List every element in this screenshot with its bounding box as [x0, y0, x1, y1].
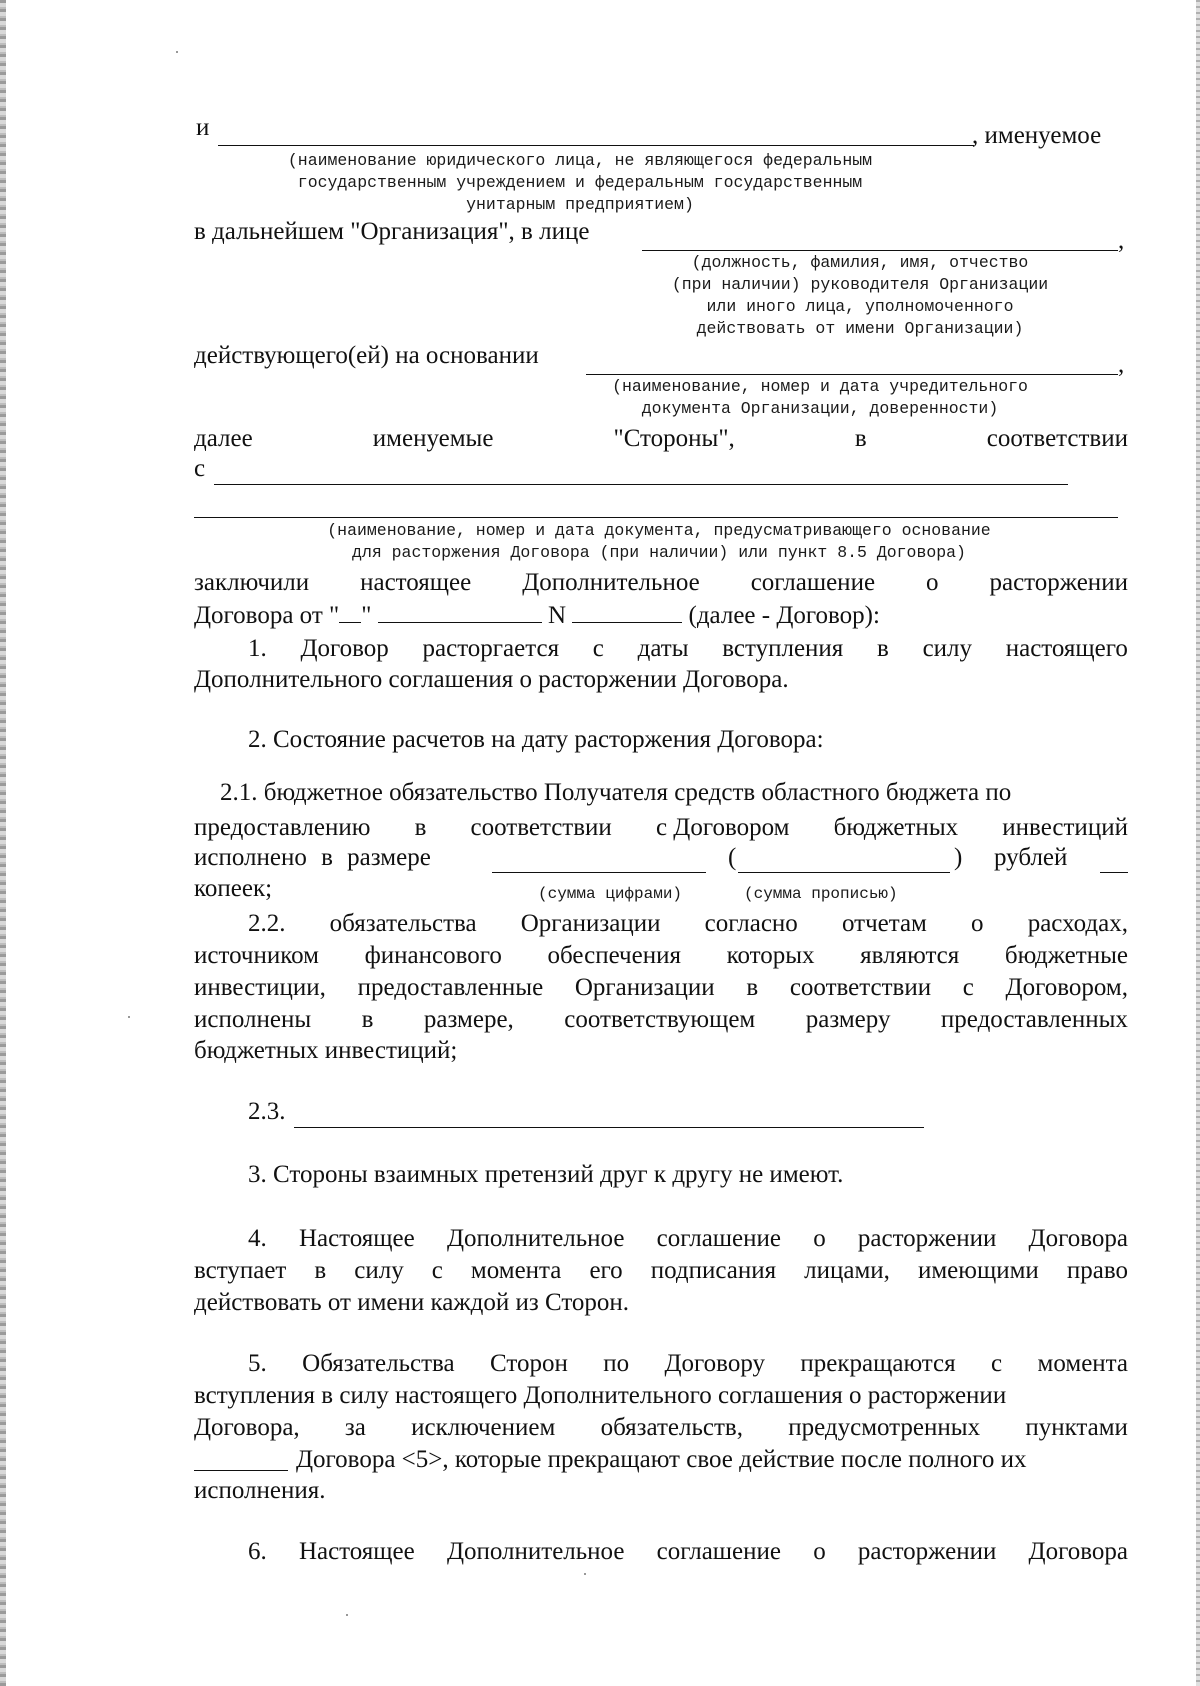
word: соответствии: [470, 814, 612, 841]
word: бюджетных: [833, 814, 959, 841]
word: 5.: [248, 1350, 267, 1377]
word: Договора: [1028, 1538, 1128, 1565]
sum-digits-caption: (сумма цифрами): [538, 885, 683, 903]
word: финансового: [364, 942, 502, 969]
word: инвестиций: [1002, 814, 1128, 841]
word: настоящее: [360, 569, 472, 596]
caption-line: (должность, фамилия, имя, отчество: [691, 253, 1029, 272]
word: расторжении: [857, 1538, 997, 1565]
p5-line-5: исполнения.: [194, 1477, 326, 1504]
word: Договором,: [1005, 974, 1128, 1001]
p22-line-3: [194, 973, 1128, 1003]
caption-line: документа Организации, доверенности): [641, 399, 999, 418]
word: являются: [860, 942, 960, 969]
number-blank: [572, 600, 682, 623]
rubles-label: рублей: [994, 844, 1068, 871]
s-label: с: [194, 455, 206, 482]
date-blank: [378, 600, 542, 623]
p2-text: 2. Состояние расчетов на дату расторжения Договора:: [248, 726, 824, 753]
word: заключили: [194, 569, 310, 596]
word: в: [746, 974, 759, 1001]
p5-line-2: вступления в силу настоящего Дополнительного соглашения о расторжении: [194, 1382, 1007, 1409]
p5-line-3: [194, 1413, 1128, 1443]
word: источником: [194, 942, 319, 969]
caption-line: или иного лица, уполномоченного: [706, 297, 1014, 316]
sum-words-caption: (сумма прописью): [744, 885, 898, 903]
basis-caption: [194, 520, 1124, 564]
word: в: [414, 814, 427, 841]
basis-doc-blank: [586, 374, 1118, 375]
word: соответствующем: [564, 1006, 756, 1033]
word: расходах,: [1027, 910, 1128, 937]
word: пунктами: [1025, 1414, 1128, 1441]
word: момента: [470, 1257, 562, 1284]
word: 2.2.: [248, 910, 286, 937]
close-paren: ): [954, 844, 963, 871]
word: Договору: [664, 1350, 765, 1377]
p21-line-1: 2.1. бюджетное обязательство Получателя средств областного бюджета по: [220, 779, 1012, 806]
basis-blank-2: [194, 517, 1118, 518]
p4-line-2: [194, 1256, 1128, 1286]
word: вступления: [722, 635, 844, 662]
word: в: [361, 1006, 374, 1033]
word: с: [431, 1257, 443, 1284]
scan-speck: [584, 1573, 586, 1575]
p4-line-3: действовать от имени каждой из Сторон.: [194, 1289, 630, 1316]
points-blank: [194, 1470, 288, 1471]
word: обязательств,: [600, 1414, 743, 1441]
word: лицами,: [804, 1257, 890, 1284]
contract-ref: (далее - Договор):: [688, 602, 880, 629]
word: силу: [354, 1257, 404, 1284]
scan-speck: [176, 51, 178, 53]
word: предусмотренных: [788, 1414, 981, 1441]
org-caption: [200, 150, 960, 216]
basis-blank-1: [214, 484, 1068, 485]
word: соответствии: [986, 425, 1128, 452]
word: о: [971, 910, 984, 937]
p22-line-4: [194, 1005, 1128, 1035]
intro-line-1: [194, 568, 1128, 598]
word: момента: [1037, 1350, 1128, 1377]
word: инвестиции,: [194, 974, 326, 1001]
word: Договора,: [194, 1414, 300, 1441]
scan-edge-left: [0, 0, 6, 1686]
word: расторжении: [857, 1225, 997, 1252]
imenuemoe-label: , именуемое: [972, 122, 1102, 149]
sum-digits-blank: [492, 872, 706, 873]
p23-blank: [294, 1127, 924, 1128]
p4-line-1: [248, 1224, 1128, 1254]
scan-edge-right: [1196, 0, 1200, 1686]
word: 1.: [248, 635, 267, 662]
p21-line-2: [194, 813, 1128, 843]
caption-line: государственным учреждением и федеральным государственным: [297, 173, 863, 192]
n-label: N: [547, 602, 566, 629]
p22-line-2: [194, 941, 1128, 971]
caption-line: (при наличии) руководителя Организации: [671, 275, 1049, 294]
open-paren: (: [728, 844, 737, 871]
scan-speck: [346, 1614, 348, 1616]
word: в: [877, 635, 889, 662]
word: исключением: [411, 1414, 556, 1441]
dalneyshem-label: в дальнейшем "Организация", в лице: [194, 218, 590, 245]
word: Дополнительное: [522, 569, 700, 596]
p5-line-1: [248, 1349, 1128, 1379]
word: которых: [726, 942, 815, 969]
word: Настоящее: [298, 1225, 415, 1252]
p23-label: 2.3.: [248, 1098, 286, 1125]
word: имеющими: [917, 1257, 1039, 1284]
person-caption: [600, 252, 1120, 340]
word: вступает: [194, 1257, 287, 1284]
word: 4.: [248, 1225, 267, 1252]
day-blank: [339, 600, 361, 623]
word: именуемые: [372, 425, 494, 452]
org-name-blank: [218, 145, 974, 146]
word: размеру: [805, 1006, 891, 1033]
word: исполнены: [194, 1006, 312, 1033]
word: соглашение: [656, 1538, 781, 1565]
word: соглашение: [750, 569, 876, 596]
p3-text: 3. Стороны взаимных претензий друг к другу не имеют.: [248, 1161, 844, 1188]
word: с: [962, 974, 974, 1001]
p6-line-1: [248, 1537, 1128, 1567]
p5-line-4: Договора <5>, которые прекращают свое действие после полного их: [296, 1446, 1027, 1473]
deystvuyuschego-label: действующего(ей) на основании: [194, 342, 539, 369]
p1-line-1: [248, 634, 1128, 664]
word: силу: [922, 635, 973, 662]
word: прекращаются: [800, 1350, 956, 1377]
p22-line-1: [248, 909, 1128, 939]
word: обеспечения: [547, 942, 681, 969]
caption-line: унитарным предприятием): [466, 195, 694, 214]
word: расторжении: [989, 569, 1128, 596]
word: предоставлению: [194, 814, 371, 841]
word: право: [1066, 1257, 1128, 1284]
word: о: [926, 569, 939, 596]
word: настоящего: [1005, 635, 1128, 662]
caption-line: (наименование, номер и дата учредительного: [612, 377, 1028, 396]
word: по: [603, 1350, 630, 1377]
word: Сторон: [490, 1350, 568, 1377]
i-label: и: [196, 114, 210, 141]
p1-line-2: Дополнительного соглашения о расторжении Договора.: [194, 666, 789, 693]
word: Договор: [300, 635, 389, 662]
kopek-label: копеек;: [194, 875, 273, 902]
word: Настоящее: [298, 1538, 415, 1565]
word: соглашение: [656, 1225, 781, 1252]
word: Обязательства: [302, 1350, 455, 1377]
word: Договора: [1028, 1225, 1128, 1252]
caption-line: действовать от имени Организации): [696, 319, 1024, 338]
word: далее: [194, 425, 253, 452]
p22-line-5: бюджетных инвестиций;: [194, 1037, 458, 1064]
word: его: [589, 1257, 623, 1284]
comma: ,: [1118, 227, 1125, 254]
word: соответствии: [789, 974, 932, 1001]
dalee-line: [194, 424, 1128, 454]
word: даты: [637, 635, 689, 662]
word: с Договором: [655, 814, 790, 841]
p21-amount-label: исполнено в размере: [194, 844, 431, 871]
person-blank: [642, 250, 1118, 251]
word: Организации: [520, 910, 661, 937]
word: предоставленных: [940, 1006, 1128, 1033]
scan-speck: [128, 1016, 130, 1018]
word: Дополнительное: [446, 1225, 625, 1252]
word: с: [592, 635, 604, 662]
contract-from-label: Договора от ": [194, 602, 340, 629]
word: 6.: [248, 1538, 267, 1565]
word: расторгается: [422, 635, 560, 662]
caption-line: (наименование юридического лица, не являющегося федеральным: [287, 151, 873, 170]
word: Организации: [574, 974, 715, 1001]
doc-caption: [560, 376, 1080, 420]
caption-line: (наименование, номер и дата документа, предусматривающего основание: [327, 521, 991, 540]
comma: ,: [1118, 351, 1125, 378]
word: о: [813, 1225, 826, 1252]
word: отчетам: [841, 910, 927, 937]
word: предоставленные: [357, 974, 544, 1001]
word: "Стороны",: [613, 425, 735, 452]
word: согласно: [704, 910, 798, 937]
word: обязательства: [329, 910, 477, 937]
word: за: [344, 1414, 366, 1441]
kopek-blank: [1100, 872, 1128, 873]
quote: ": [361, 602, 372, 629]
word: в: [314, 1257, 327, 1284]
caption-line: для расторжения Договора (при наличии) или пункт 8.5 Договора): [352, 543, 966, 562]
word: бюджетные: [1004, 942, 1128, 969]
word: в: [854, 425, 867, 452]
word: подписания: [650, 1257, 777, 1284]
word: с: [991, 1350, 1003, 1377]
intro-line-2: [194, 600, 880, 631]
word: о: [813, 1538, 826, 1565]
word: Дополнительное: [446, 1538, 625, 1565]
word: размере,: [423, 1006, 514, 1033]
sum-words-blank: [738, 872, 950, 873]
